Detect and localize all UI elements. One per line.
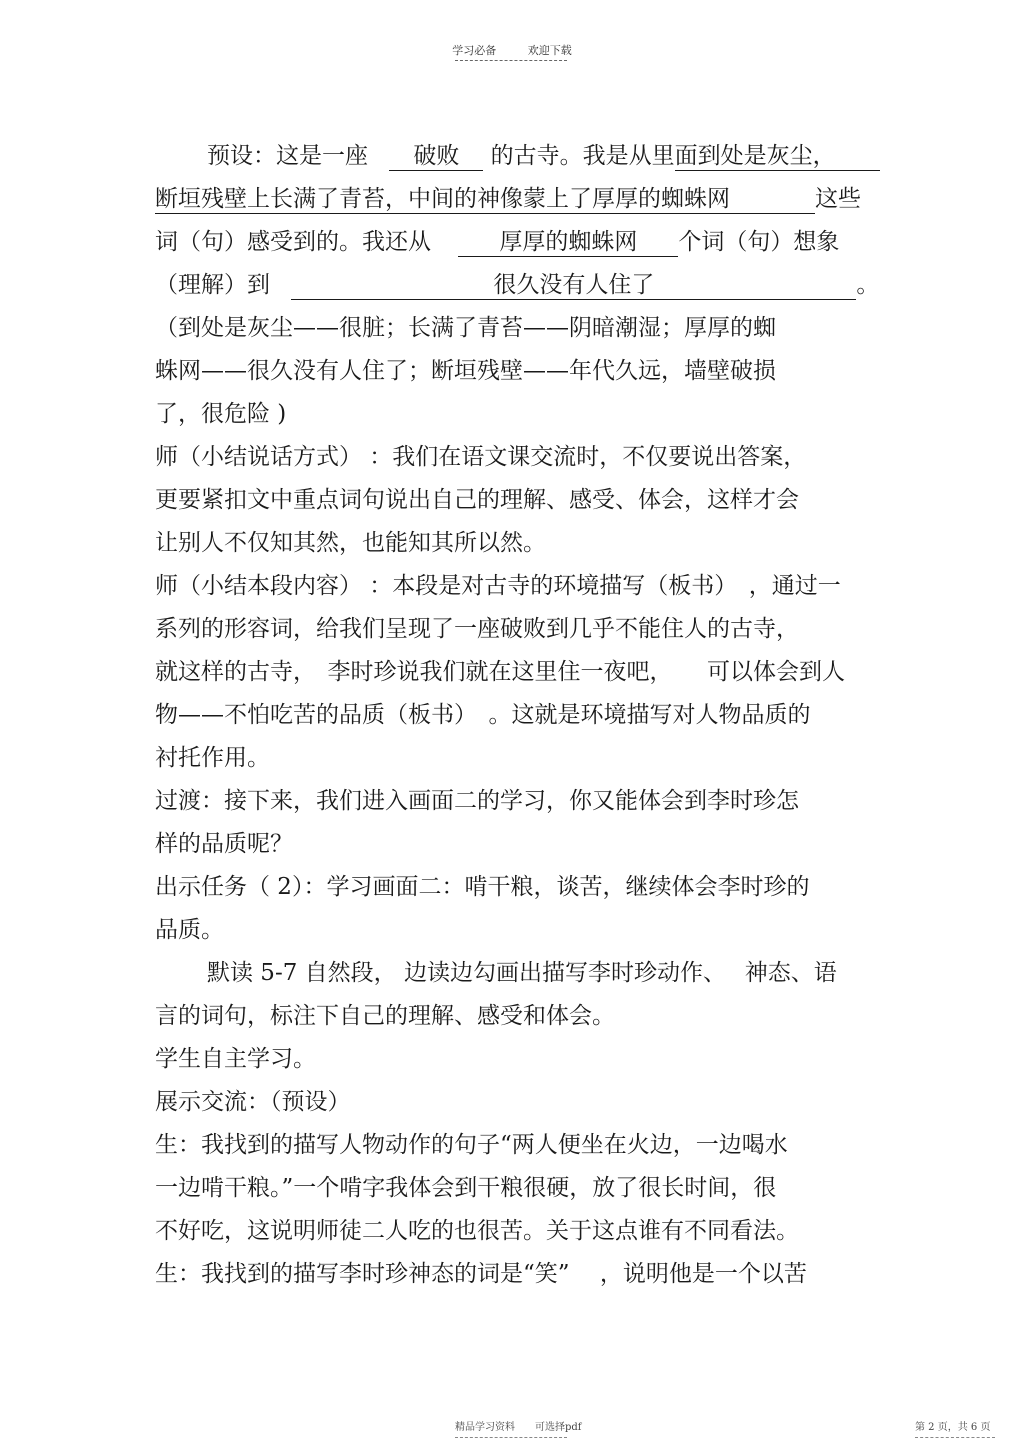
text-line: 师（小结说话方式） ：我们在语文课交流时，不仅要说出答案， bbox=[155, 444, 807, 470]
text-line bbox=[155, 135, 870, 178]
line-text: 这些 bbox=[815, 186, 861, 212]
fill-blank: 断垣残壁上长满了青苔，中间的神像蒙上了厚厚的蜘蛛网 bbox=[155, 185, 815, 214]
page-number: 第 2 页，共 6 页 bbox=[915, 1422, 991, 1433]
line-text: （理解）到 bbox=[155, 272, 270, 298]
text-line: （到处是灰尘——很脏；长满了青苔——阴暗潮湿；厚厚的蜘 bbox=[155, 315, 776, 341]
text-line: 师（小结本段内容） ：本段是对古寺的环境描写（板书） ，通过一 bbox=[155, 573, 841, 599]
line-text: 个词（句）想象 bbox=[678, 229, 840, 255]
text-line: 学生自主学习。 bbox=[155, 1046, 316, 1072]
document-body bbox=[155, 135, 880, 1296]
header-right-text: 欢迎下载 bbox=[527, 44, 572, 57]
line-text: 词（句）感受到的。我还从 bbox=[155, 229, 431, 255]
header-left-text: 学习必备 bbox=[452, 44, 497, 57]
line-text: 的古寺。我是从里 bbox=[490, 143, 675, 169]
footer-divider bbox=[915, 1437, 995, 1438]
text-line: 系列的形容词，给我们呈现了一座破败到几乎不能住人的古寺， bbox=[155, 616, 799, 642]
text-line: 生：我找到的描写李时珍神态的词是“笑” ，说明他是一个以苦 bbox=[155, 1261, 807, 1287]
footer-left-text: 精品学习资料 可选择pdf bbox=[455, 1422, 582, 1433]
text-line bbox=[155, 178, 870, 221]
text-line: 过渡：接下来，我们进入画面二的学习，你又能体会到李时珍怎 bbox=[155, 788, 799, 814]
text-line bbox=[155, 221, 870, 264]
text-line: 就这样的古寺， 李时珍说我们就在这里住一夜吧， 可以体会到人 bbox=[155, 659, 845, 685]
text-line: 让别人不仅知其然，也能知其所以然。 bbox=[155, 530, 546, 556]
text-line: 蛛网——很久没有人住了；断垣残壁——年代久远，墙壁破损 bbox=[155, 358, 776, 384]
text-line: 一边啃干粮。”一个啃字我体会到干粮很硬，放了很长时间，很 bbox=[155, 1175, 777, 1201]
header-divider bbox=[455, 60, 567, 61]
text-line: 了，很危险 ) bbox=[155, 401, 287, 427]
footer-divider bbox=[455, 1437, 567, 1438]
text-line: 物——不怕吃苦的品质（板书） 。这就是环境描写对人物品质的 bbox=[155, 702, 811, 728]
text-line: 更要紧扣文中重点词句说出自己的理解、感受、体会，这样才会 bbox=[155, 487, 799, 513]
text-line: 品质。 bbox=[155, 917, 224, 943]
fill-blank: 厚厚的蜘蛛网 bbox=[458, 228, 678, 257]
fill-blank: 面到处是灰尘， bbox=[675, 142, 880, 171]
text-line: 衬托作用。 bbox=[155, 745, 270, 771]
fill-blank: 破败 bbox=[389, 142, 483, 171]
line-text: 。 bbox=[856, 272, 880, 298]
text-line: 出示任务（ 2）：学习画面二：啃干粮，谈苦，继续体会李时珍的 bbox=[155, 874, 810, 900]
text-line: 默读 5-7 自然段， 边读边勾画出描写李时珍动作、 神态、语 bbox=[207, 960, 837, 986]
text-line bbox=[155, 264, 880, 307]
text-line: 样的品质呢？ bbox=[155, 831, 293, 857]
text-line: 言的词句，标注下自己的理解、感受和体会。 bbox=[155, 1003, 615, 1029]
page-header bbox=[0, 42, 1024, 58]
text-line: 不好吃，这说明师徒二人吃的也很苦。关于这点谁有不同看法。 bbox=[155, 1218, 799, 1244]
line-text: 预设：这是一座 bbox=[207, 143, 368, 169]
text-line: 展示交流：（预设） bbox=[155, 1089, 351, 1115]
fill-blank: 很久没有人住了 bbox=[291, 271, 856, 300]
text-line: 生：我找到的描写人物动作的句子“两人便坐在火边，一边喝水 bbox=[155, 1132, 788, 1158]
